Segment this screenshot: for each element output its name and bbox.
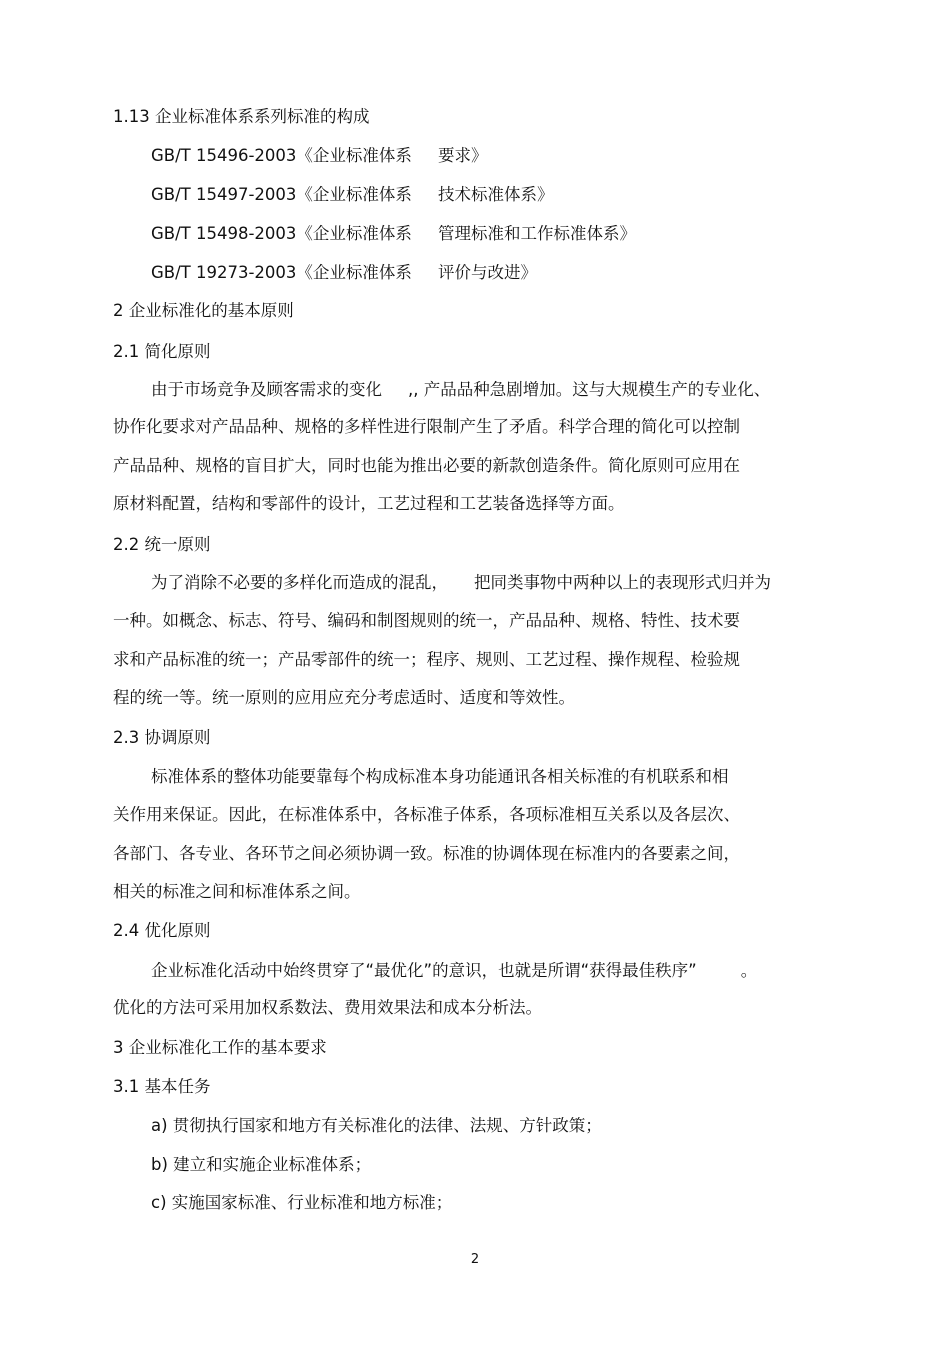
paragraph-line: 程的统一等。统一原则的应用应充分考虑适时、适度和等效性。 [113, 688, 575, 707]
standard-title: 要求》 [437, 146, 488, 165]
section-3-heading: 3 企业标准化工作的基本要求 [113, 1038, 327, 1057]
section-2-4-heading: 2.4 优化原则 [113, 921, 211, 940]
paragraph-line: 求和产品标准的统一；产品零部件的统一；程序、规则、工艺过程、操作规程、检验规 [113, 650, 740, 669]
standard-item [151, 145, 487, 167]
list-item: c) 实施国家标准、行业标准和地方标准； [151, 1193, 453, 1212]
paragraph-line: 相关的标准之间和标准体系之间。 [113, 882, 361, 901]
standard-title: 管理标准和工作标准体系》 [437, 224, 636, 243]
standard-item [151, 262, 537, 284]
paragraph-line: 企业标准化活动中始终贯穿了“最优化”的意识，也就是所谓“获得最佳秩序” 。 [151, 961, 758, 980]
paragraph-line: 标准体系的整体功能要靠每个构成标准本身功能通讯各相关标准的有机联系和相 [151, 767, 729, 786]
paragraph-line: 优化的方法可采用加权系数法、费用效果法和成本分析法。 [113, 998, 542, 1017]
paragraph-line: 各部门、各专业、各环节之间必须协调一致。标准的协调体现在标准内的各要素之间， [113, 844, 740, 863]
paragraph-line: 协作化要求对产品品种、规格的多样性进行限制产生了矛盾。科学合理的简化可以控制 [113, 417, 740, 436]
list-item: b) 建立和实施企业标准体系； [151, 1155, 372, 1174]
paragraph-line: 由于市场竞争及顾客需求的变化 ,, 产品品种急剧增加。这与大规模生产的专业化、 [151, 380, 771, 399]
standard-code: GB/T 15498-2003《企业标准体系 [151, 224, 412, 243]
standard-item [151, 223, 636, 245]
standard-title: 评价与改进》 [437, 263, 537, 282]
section-2-2-heading: 2.2 统一原则 [113, 535, 211, 554]
paragraph-line: 一种。如概念、标志、符号、编码和制图规则的统一，产品品种、规格、特性、技术要 [113, 611, 740, 630]
standard-code: GB/T 15496-2003《企业标准体系 [151, 146, 412, 165]
section-3-1-heading: 3.1 基本任务 [113, 1077, 211, 1096]
standard-title: 技术标准体系》 [437, 185, 554, 204]
standard-code: GB/T 15497-2003《企业标准体系 [151, 185, 412, 204]
list-item: a) 贯彻执行国家和地方有关标准化的法律、法规、方针政策； [151, 1116, 602, 1135]
section-2-heading: 2 企业标准化的基本原则 [113, 301, 294, 320]
section-2-3-heading: 2.3 协调原则 [113, 728, 211, 747]
standard-code: GB/T 19273-2003《企业标准体系 [151, 263, 412, 282]
section-2-1-heading: 2.1 简化原则 [113, 342, 211, 361]
paragraph-line: 原材料配置，结构和零部件的设计，工艺过程和工艺装备选择等方面。 [113, 494, 625, 513]
section-1-13-heading: 1.13 企业标准体系系列标准的构成 [113, 107, 370, 126]
paragraph-line: 为了消除不必要的多样化而造成的混乱， 把同类事物中两种以上的表现形式归并为 [151, 573, 771, 592]
paragraph-line: 关作用来保证。因此，在标准体系中，各标准子体系，各项标准相互关系以及各层次、 [113, 805, 740, 824]
standard-item [151, 184, 553, 206]
paragraph-line: 产品品种、规格的盲目扩大，同时也能为推出必要的新款创造条件。简化原则可应用在 [113, 456, 740, 475]
page-number: 2 [470, 1252, 480, 1267]
